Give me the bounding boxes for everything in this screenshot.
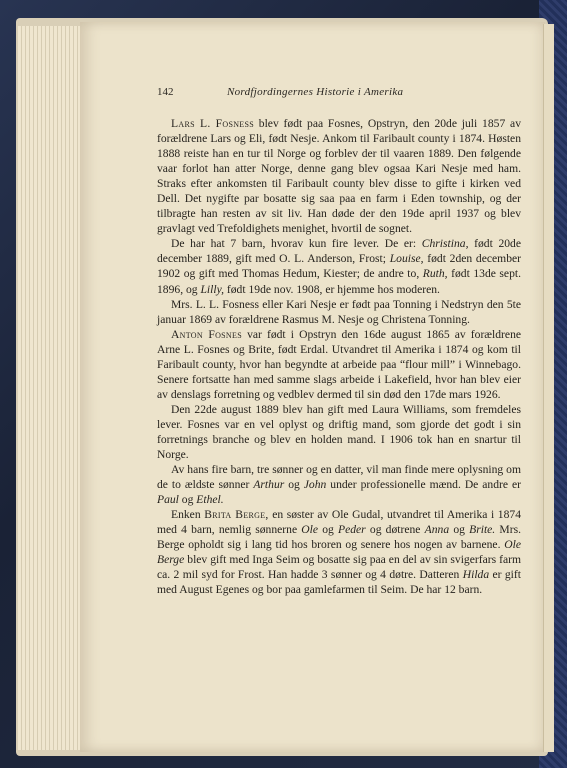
text-run: var født i Opstryn den 16de august 1865 av forældrene Arne L. Fosnes og Brite, født Erdal. Utvandret til Amerika i 1874 og kom til Faribault county, hvor han begyndte at arbeide paa “flour mill” i Winnebago. Senere fortsatte han med samme slags arbeide i Lakefield, hvor han blev eier av denslags forretning og vedblev dermed til sin død den 17de mars 1926. xyxy=(157,327,522,401)
text-run: under professionelle mænd. De andre er xyxy=(326,478,522,492)
text-run: John xyxy=(303,478,327,492)
running-title: Nordfjordingernes Historie i Amerika xyxy=(227,86,404,98)
paragraph xyxy=(157,462,521,507)
page-header xyxy=(157,86,457,102)
text-run: Av hans fire barn, tre sønner og en datter, vil man finde mere oplysning om de to ældste sønner xyxy=(157,463,521,492)
page-number: 142 xyxy=(157,86,174,98)
text-run: og xyxy=(284,478,304,492)
text-run: Den 22de august 1889 blev han gift med Laura Williams, som fremdeles lever. Fosnes var en vel oplyst og driftig mand, som gjorde det godt i sin forretnings branche og blev en holden mand. I 1906 tok han en snartur til Norge. xyxy=(157,402,521,462)
text-run: blev gift med Inga Seim og bosatte sig paa en del av sin svigerfars farm ca. 2 mil syd for Frost. Han hadde 3 sønner og 4 døtre. Datteren xyxy=(157,553,521,582)
text-run: Enken xyxy=(171,508,205,522)
paragraph xyxy=(157,402,521,462)
text-run: Brite. xyxy=(469,523,496,537)
text-run: Ole Berge xyxy=(157,538,521,567)
paragraph xyxy=(157,116,521,236)
paragraph xyxy=(157,507,521,597)
text-run: Ethel. xyxy=(196,493,224,507)
text-run: Christina, xyxy=(421,237,469,251)
text-run: De har hat 7 barn, hvorav kun fire lever. De er: xyxy=(171,237,422,251)
text-run: født 2den december 1902 og gift med Thomas Hedum, Kiester; de andre to, xyxy=(157,252,521,281)
text-run: Ruth, xyxy=(422,267,448,281)
text-run: og døtrene xyxy=(365,523,425,537)
text-run: født 19de nov. 1908, er hjemme hos moderen. xyxy=(224,282,440,296)
text-run: en søster av Ole Gudal, utvandret til Amerika i 1874 med 4 barn, nemlig sønnerne xyxy=(157,508,521,537)
text-run: Mrs. Berge opholdt sig i lang tid hos broren og senere hos nogen av barnene. xyxy=(157,523,521,552)
body-text xyxy=(157,116,521,598)
text-run: Lilly, xyxy=(200,282,224,296)
text-run: og xyxy=(449,523,470,537)
paragraph xyxy=(157,297,521,327)
paragraph xyxy=(157,327,521,402)
text-run: Lars L. Fosness xyxy=(171,117,254,130)
page-edges xyxy=(18,26,84,750)
text-run: født 20de december 1889, gift med O. L. Anderson, Frost; xyxy=(157,237,521,266)
text-run: Louise, xyxy=(389,252,424,266)
paragraph xyxy=(157,236,521,296)
text-run: og xyxy=(178,493,197,507)
text-run: Paul xyxy=(157,493,179,507)
text-run: Arthur xyxy=(253,478,285,492)
text-run: er gift med August Egenes og bor paa gamlefarmen til Seim. De har 12 barn. xyxy=(157,568,521,597)
text-run: Peder xyxy=(338,523,366,537)
text-run: og xyxy=(318,523,339,537)
text-run: Anton Fosnes xyxy=(171,327,242,341)
text-run: Ole xyxy=(301,523,319,537)
text-run: Mrs. L. L. Fosness eller Kari Nesje er født paa Tonning i Nedstryn den 5te januar 1869 av forældrene Rasmus M. Nesje og Christena Tonning. xyxy=(157,297,521,326)
text-run: blev født paa Fosnes, Opstryn, den 20de juli 1857 av forældrene Lars og Eli, født Nesje. Ankom til Faribault county i 1874. Høsten 1888 reiste han en tur til Norge og forblev der til vaaren 1889. Den følgende vaar forlot han atter Norge, denne gang blev ogsaa Kari Nesje med ham. Straks efter ankomsten til Faribault county blev disse to gifte i kirken ved Dell. Det nygifte par bosatte sig saa paa en farm i Eden township, og der tilbragte han resten av sit liv. Han døde der den 19de april 1937 og blev gravlagt ved Trefoldighets menighet, hvortil de sognet. xyxy=(157,117,521,236)
text-run: Hilda xyxy=(462,568,490,582)
text-run: Brita Berge, xyxy=(204,508,269,522)
text-run: født 13de sept. 1896, og xyxy=(157,267,521,296)
text-run: Anna xyxy=(424,523,450,537)
right-page-edge xyxy=(543,24,554,752)
